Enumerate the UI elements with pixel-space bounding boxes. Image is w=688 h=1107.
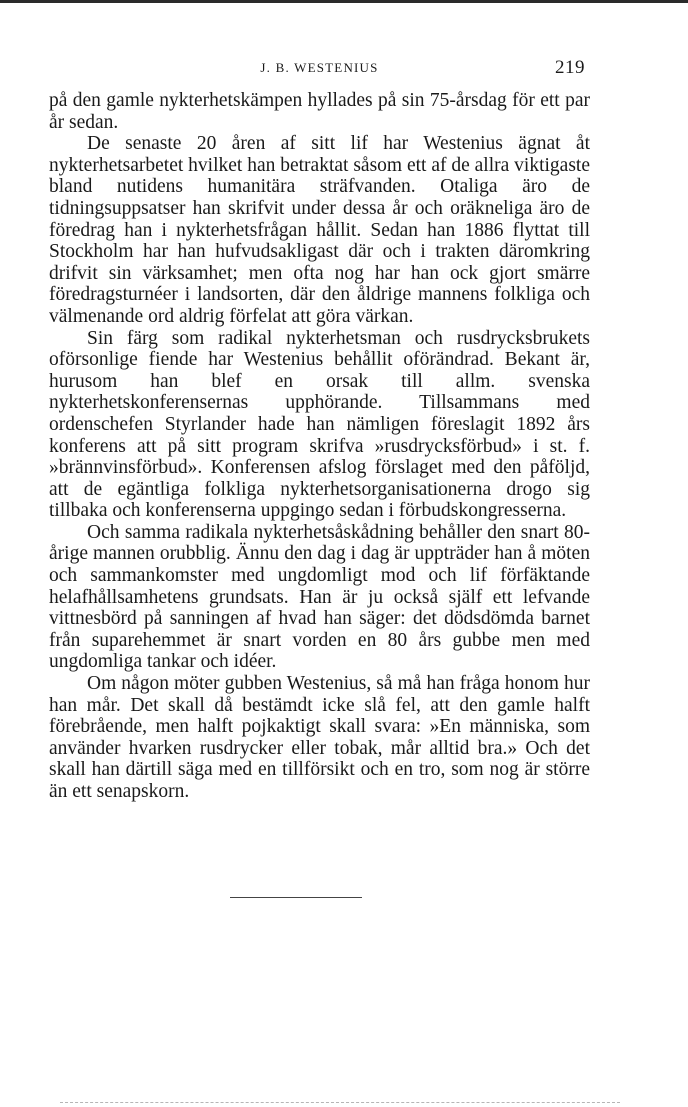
page-header bbox=[49, 58, 590, 80]
paragraph: De senaste 20 åren af sitt lif har Westenius ägnat åt nykterhetsarbetet hvilket han betraktat såsom ett af de allra viktigaste bland nutidens humanitära sträfvanden. Otaliga äro de tidningsuppsatser han skrifvit under dessa år och oräkneliga äro de föredrag han i nykterhetsfrågan hållit. Sedan han 1886 flyttat till Stockholm har han hufvudsakligast där och i trakten däromkring drifvit sin värksamhet; men ofta nog har han ock gjort smärre föredragsturnéer i landsorten, där den åldrige mannens folkliga och välmenande ord aldrig förfelat att göra värkan. bbox=[49, 133, 590, 327]
section-end-rule bbox=[230, 897, 362, 898]
paragraph: Och samma radikala nykterhetsåskådning behåller den snart 80-årige mannen orubblig. Ännu den dag i dag är uppträder han å möten och sammankomster med ungdomligt mod och lif förfäktande helafhållsamhetens grundsats. Han är ju också själf ett lefvande vittnesbörd på sanningen af hvad han säger: det dödsdömda barnet från suparehemmet är snart vorden en 80 års gubbe men med ungdomliga tankar och idéer. bbox=[49, 521, 590, 673]
page-number: 219 bbox=[555, 57, 585, 78]
body-text bbox=[49, 90, 590, 803]
scan-bottom-edge bbox=[60, 1102, 620, 1104]
running-head: J. B. WESTENIUS bbox=[260, 60, 379, 75]
scan-top-edge bbox=[0, 0, 688, 3]
paragraph-continuation: på den gamle nykterhetskämpen hyllades på sin 75-årsdag för ett par år sedan. bbox=[49, 90, 590, 133]
paragraph: Om någon möter gubben Westenius, så må han fråga honom hur han mår. Det skall då bestämdt icke slå fel, att den gamle halft förebrående, men halft pojkaktigt skall svara: »En människa, som använder hvarken rusdrycker eller tobak, mår alltid bra.» Och det skall han därtill säga med en tillförsikt och en tro, som nog är större än ett senapskorn. bbox=[49, 673, 590, 802]
paragraph: Sin färg som radikal nykterhetsman och rusdrycksbrukets oförsonlige fiende har Westenius behållit oförändrad. Bekant är, hurusom han blef en orsak till allm. svenska nykterhetskonferensernas upphörande. Tillsammans med ordenschefen Styrlander hade han nämligen föreslagit 1892 års konferens att på sitt program skrifva »rusdrycksförbud» i st. f. »brännvinsförbud». Konferensen afslog förslaget med den påföljd, att de egäntliga folkliga nykterhetsorganisationerna drogo sig tillbaka och konferenserna uppgingo sedan i förbudskongresserna. bbox=[49, 327, 590, 522]
